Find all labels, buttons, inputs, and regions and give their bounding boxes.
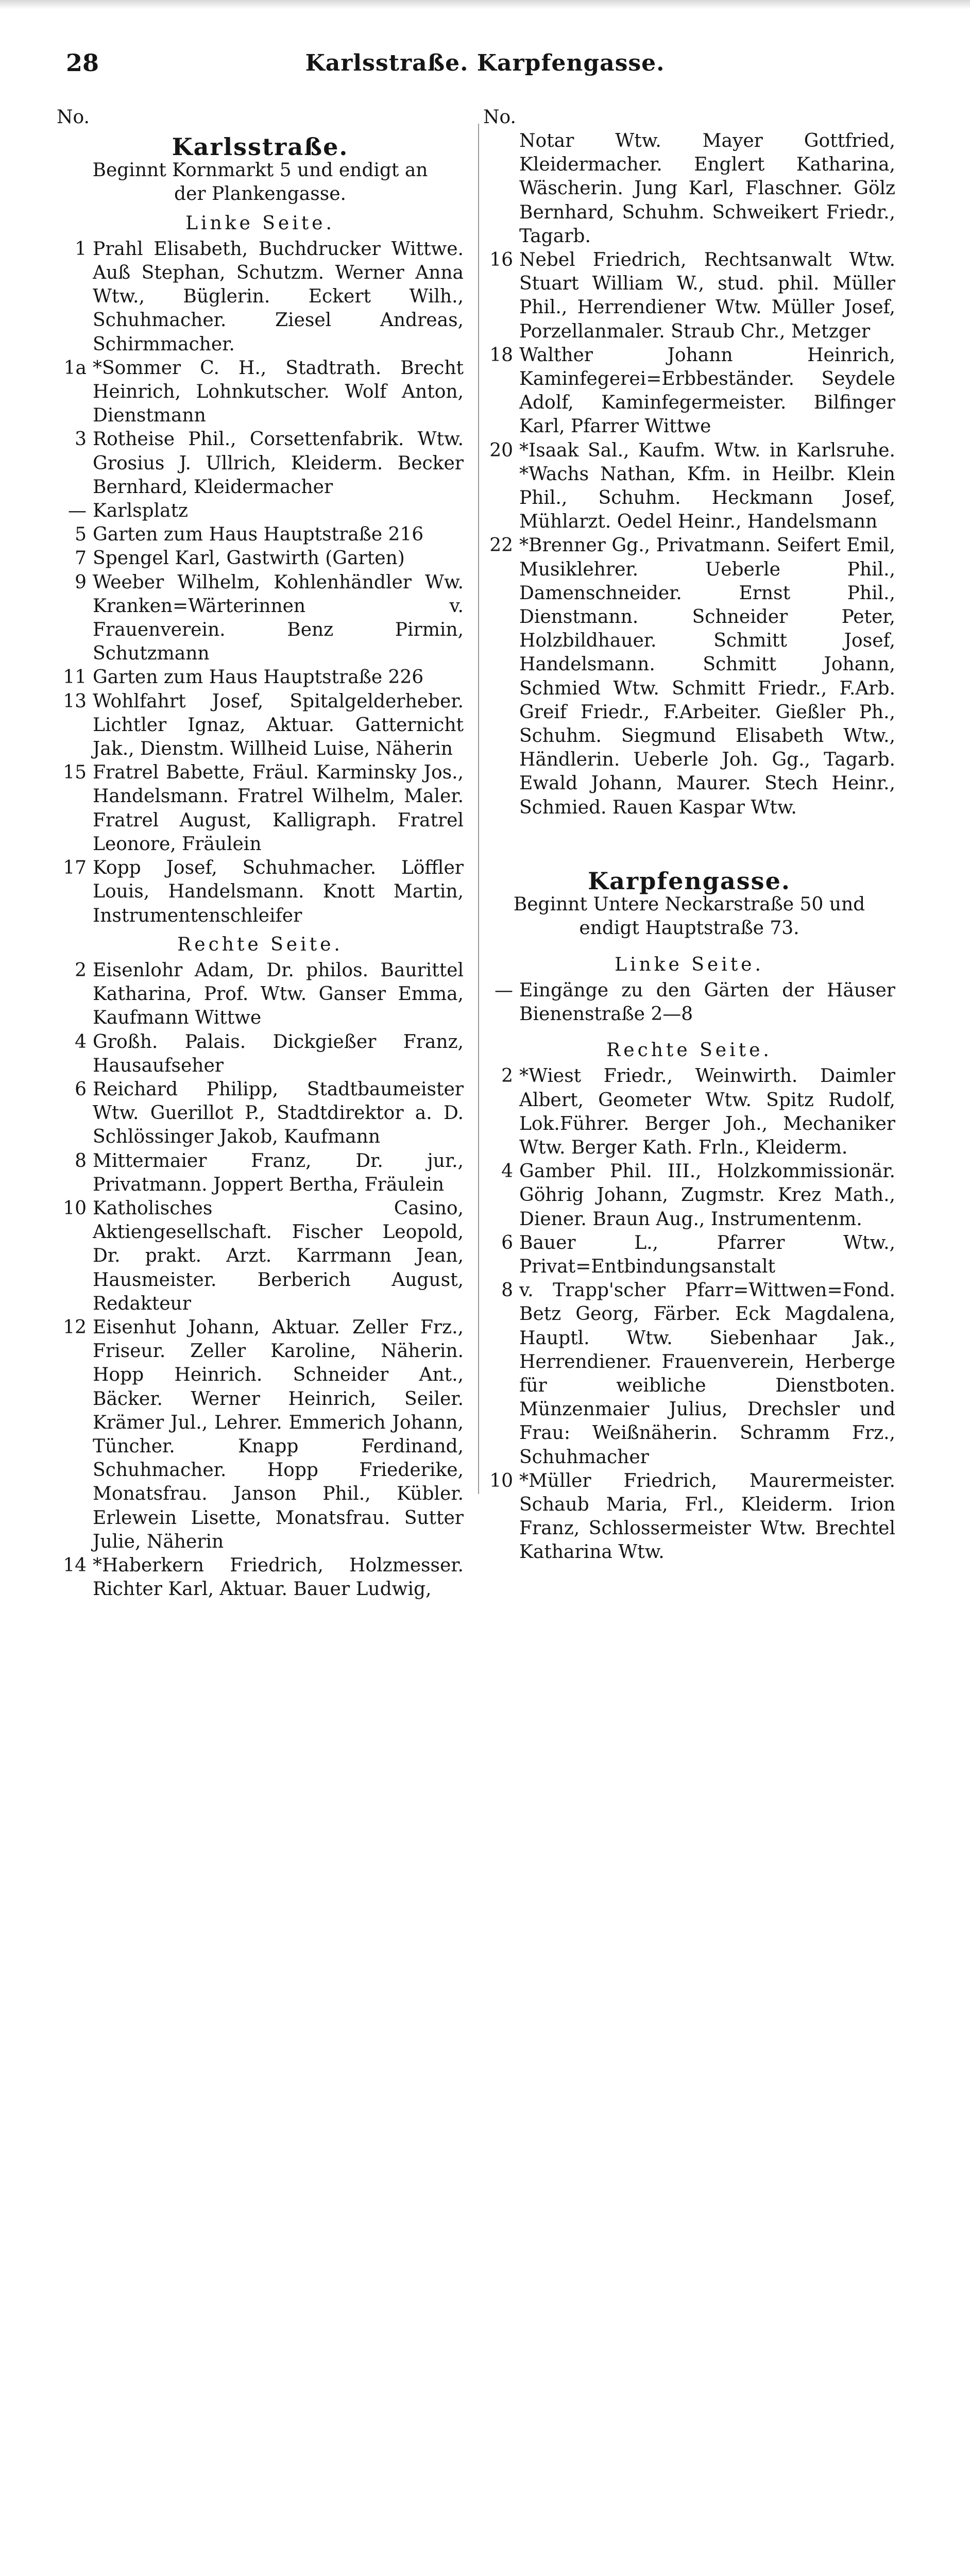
address-entry [483,129,895,248]
address-entry [57,428,464,499]
entry-text: Rotheise Phil., Corsettenfabrik. Wtw. Grosius J. Ullrich, Kleiderm. Becker Bernhard, Kleidermacher [93,429,464,498]
address-entry [57,1030,464,1078]
address-entry [57,761,464,856]
address-entry [483,248,895,344]
house-number: 6 [75,1078,87,1100]
street-description: Beginnt Kornmarkt 5 und endigt an der Plankengasse. [92,160,428,205]
house-number: 11 [63,667,87,688]
street-description: Beginnt Untere Neckarstraße 50 und endigt Hauptstraße 73. [513,894,865,939]
entry-text: Eisenhut Johann, Aktuar. Zeller Frz., Friseur. Zeller Karoline, Näherin. Hopp Heinrich. Schneider Ant., Bäcker. Werner Heinrich, Seiler. Krämer Jul., Lehrer. Emmerich Johann, Tüncher. Knapp Ferdinand, Schuhmacher. Hopp Friederike, Monatsfrau. Janson Phil., Kübler. Erlewein Lisette, Monatsfrau. Sutter Julie, Näherin [93,1316,464,1552]
house-number: 15 [63,762,87,784]
entry-text: Eisenlohr Adam, Dr. philos. Baurittel Katharina, Prof. Wtw. Ganser Emma, Kaufmann Wittwe [93,959,464,1029]
address-entry [57,856,464,928]
entry-text: *Sommer C. H., Stadtrath. Brecht Heinrich, Lohnkutscher. Wolf Anton, Dienstmann [93,357,464,427]
entry-list [57,959,464,1601]
street-title-karpfengasse: Karpfengasse. [588,867,791,895]
entry-text: Walther Johann Heinrich, Kaminfegerei=Erbbeständer. Seydele Adolf, Kaminfegermeister. Bilfinger Karl, Pfarrer Wittwe [519,344,895,437]
address-entry [57,1078,464,1149]
house-number: 16 [489,249,513,271]
address-entry [483,979,895,1026]
address-entry [483,344,895,439]
house-number: — [495,979,513,1001]
column-no-label: No. [57,107,90,128]
address-entry [483,534,895,819]
address-entry [483,1279,895,1469]
house-number: 2 [75,959,87,981]
entry-text: Notar Wtw. Mayer Gottfried, Kleidermacher. Englert Katharina, Wäscherin. Jung Karl, Flaschner. Gölz Bernhard, Schuhm. Schweikert Friedr., Tagarb. [519,130,895,247]
entry-text: Karlsplatz [93,500,189,522]
entry-list [483,1064,895,1564]
right-column [483,106,895,1565]
address-entry [57,238,464,357]
column-no-label: No. [483,107,516,128]
side-heading-right: Rechte Seite. [606,1040,772,1061]
address-entry [57,499,464,523]
house-number: 3 [75,429,87,450]
page-header [0,0,970,103]
house-number: 17 [63,857,87,879]
address-entry [57,1316,464,1554]
column-divider [478,124,479,1494]
left-column [57,106,464,1601]
page-number: 28 [66,49,99,77]
house-number: 4 [501,1161,513,1182]
entry-text: Gamber Phil. III., Holzkommissionär. Göhrig Johann, Zugmstr. Krez Math., Diener. Braun Aug., Instrumentenm. [519,1161,895,1230]
entry-text: Spengel Karl, Gastwirth (Garten) [93,548,405,569]
house-number: 14 [63,1554,87,1576]
entry-text: *Isaak Sal., Kaufm. Wtw. in Karlsruhe. *Wachs Nathan, Kfm. in Heilbr. Klein Phil., Schuhm. Heckmann Josef, Mühlarzt. Oedel Heinr., Handelsmann [519,439,895,533]
house-number: 13 [63,690,87,712]
entry-list [483,979,895,1026]
street-title-karlsstrasse: Karlsstraße. [172,133,349,161]
page-footer [0,1577,970,1644]
entry-text: Wohlfahrt Josef, Spitalgelderheber. Lichtler Ignaz, Aktuar. Gatternicht Jak., Dienstm. Willheid Luise, Näherin [93,690,464,760]
entry-text: *Haberkern Friedrich, Holzmesser. Richter Karl, Aktuar. Bauer Ludwig, [93,1554,464,1600]
house-number: 8 [501,1280,513,1301]
address-entry [57,666,464,689]
address-entry [57,357,464,428]
address-entry [57,1197,464,1316]
address-entry [57,959,464,1030]
address-entry [57,547,464,570]
house-number: 12 [63,1316,87,1338]
entry-text: v. Trapp'scher Pfarr=Wittwen=Fond. Betz Georg, Färber. Eck Magdalena, Hauptl. Wtw. Siebenhaar Jak., Herrendiener. Frauenverein, Herberge für weibliche Dienstboten. Münzenmaier Julius, Drechsler und Frau: Weißnäherin. Schramm Frz., Schuhmacher [519,1280,895,1468]
house-number: 20 [489,439,513,461]
entry-text: Weeber Wilhelm, Kohlenhändler Ww. Kranken=Wärterinnen v. Frauenverein. Benz Pirmin, Schutzmann [93,571,464,665]
address-entry [483,1469,895,1565]
entry-text: *Müller Friedrich, Maurermeister. Schaub Maria, Frl., Kleiderm. Irion Franz, Schlossermeister Wtw. Brechtel Katharina Wtw. [519,1470,895,1563]
house-number: 10 [63,1197,87,1219]
address-entry [483,1160,895,1231]
address-entry [57,571,464,666]
entry-text: *Brenner Gg., Privatmann. Seifert Emil, Musiklehrer. Ueberle Phil., Damenschneider. Ernst Phil., Dienstmann. Schneider Peter, Holzbildhauer. Schmitt Josef, Handelsmann. Schmitt Johann, Schmied Wtw. Schmitt Friedr., F.Arb. Greif Friedr., F.Arbeiter. Gießler Ph., Schuhm. Siegmund Elisabeth Wtw., Händlerin. Ueberle Joh. Gg., Tagarb. Ewald Johann, Maurer. Stech Heinr., Schmied. Rauen Kaspar Wtw. [519,535,895,818]
house-number: 18 [489,344,513,366]
house-number: 1 [75,238,87,260]
entry-text: Prahl Elisabeth, Buchdrucker Wittwe. Auß Stephan, Schutzm. Werner Anna Wtw., Büglerin. Eckert Wilh., Schuhmacher. Ziesel Andreas, Schirmmacher. [93,238,464,355]
address-entry [57,690,464,761]
running-title: Karlsstraße. Karpfengasse. [305,50,665,76]
house-number: 4 [75,1031,87,1053]
house-number: 1a [63,357,87,379]
entry-list [483,129,895,820]
entry-text: Mittermaier Franz, Dr. jur., Privatmann. Joppert Bertha, Fräulein [93,1150,464,1195]
side-heading-right: Rechte Seite. [177,934,343,955]
entry-text: Großh. Palais. Dickgießer Franz, Hausaufseher [93,1031,464,1076]
entry-text: Eingänge zu den Gärten der Häuser Bienenstraße 2—8 [519,979,895,1025]
entry-text: Fratrel Babette, Fräul. Karminsky Jos., Handelsmann. Fratrel Wilhelm, Maler. Fratrel August, Kalligraph. Fratrel Leonore, Fräulein [93,762,464,855]
entry-text: Kopp Josef, Schuhmacher. Löffler Louis, Handelsmann. Knott Martin, Instrumentenschleifer [93,857,464,926]
entry-text: Garten zum Haus Hauptstraße 216 [93,524,424,546]
house-number: 10 [489,1470,513,1492]
house-number: 22 [489,535,513,556]
house-number: 6 [501,1232,513,1253]
entry-text: Nebel Friedrich, Rechtsanwalt Wtw. Stuart William W., stud. phil. Müller Phil., Herrendiener Wtw. Müller Josef, Porzellanmaler. Straub Chr., Metzger [519,249,895,342]
entry-list [57,238,464,928]
address-entry [483,1231,895,1279]
entry-text: Katholisches Casino, Aktiengesellschaft. Fischer Leopold, Dr. prakt. Arzt. Karrmann Jean, Hausmeister. Berberich August, Redakteur [93,1197,464,1314]
side-heading-left: Linke Seite. [615,954,764,975]
house-number: — [68,500,87,522]
entry-text: *Wiest Friedr., Weinwirth. Daimler Albert, Geometer Wtw. Spitz Rudolf, Lok.Führer. Berger Joh., Mechaniker Wtw. Berger Kath. Frln., Kleiderm. [519,1065,895,1158]
address-entry [57,1149,464,1197]
side-heading-left: Linke Seite. [185,212,335,234]
house-number: 7 [75,548,87,569]
house-number: 5 [75,524,87,546]
house-number: 8 [75,1150,87,1172]
address-entry [57,523,464,547]
entry-text: Garten zum Haus Hauptstraße 226 [93,667,424,688]
address-entry [483,1064,895,1160]
entry-text: Bauer L., Pfarrer Wtw., Privat=Entbindungsanstalt [519,1232,895,1277]
house-number: 2 [501,1065,513,1087]
address-entry [483,439,895,534]
house-number: 9 [75,571,87,593]
entry-text: Reichard Philipp, Stadtbaumeister Wtw. Guerillot P., Stadtdirektor a. D. Schlössinger Jakob, Kaufmann [93,1078,464,1148]
